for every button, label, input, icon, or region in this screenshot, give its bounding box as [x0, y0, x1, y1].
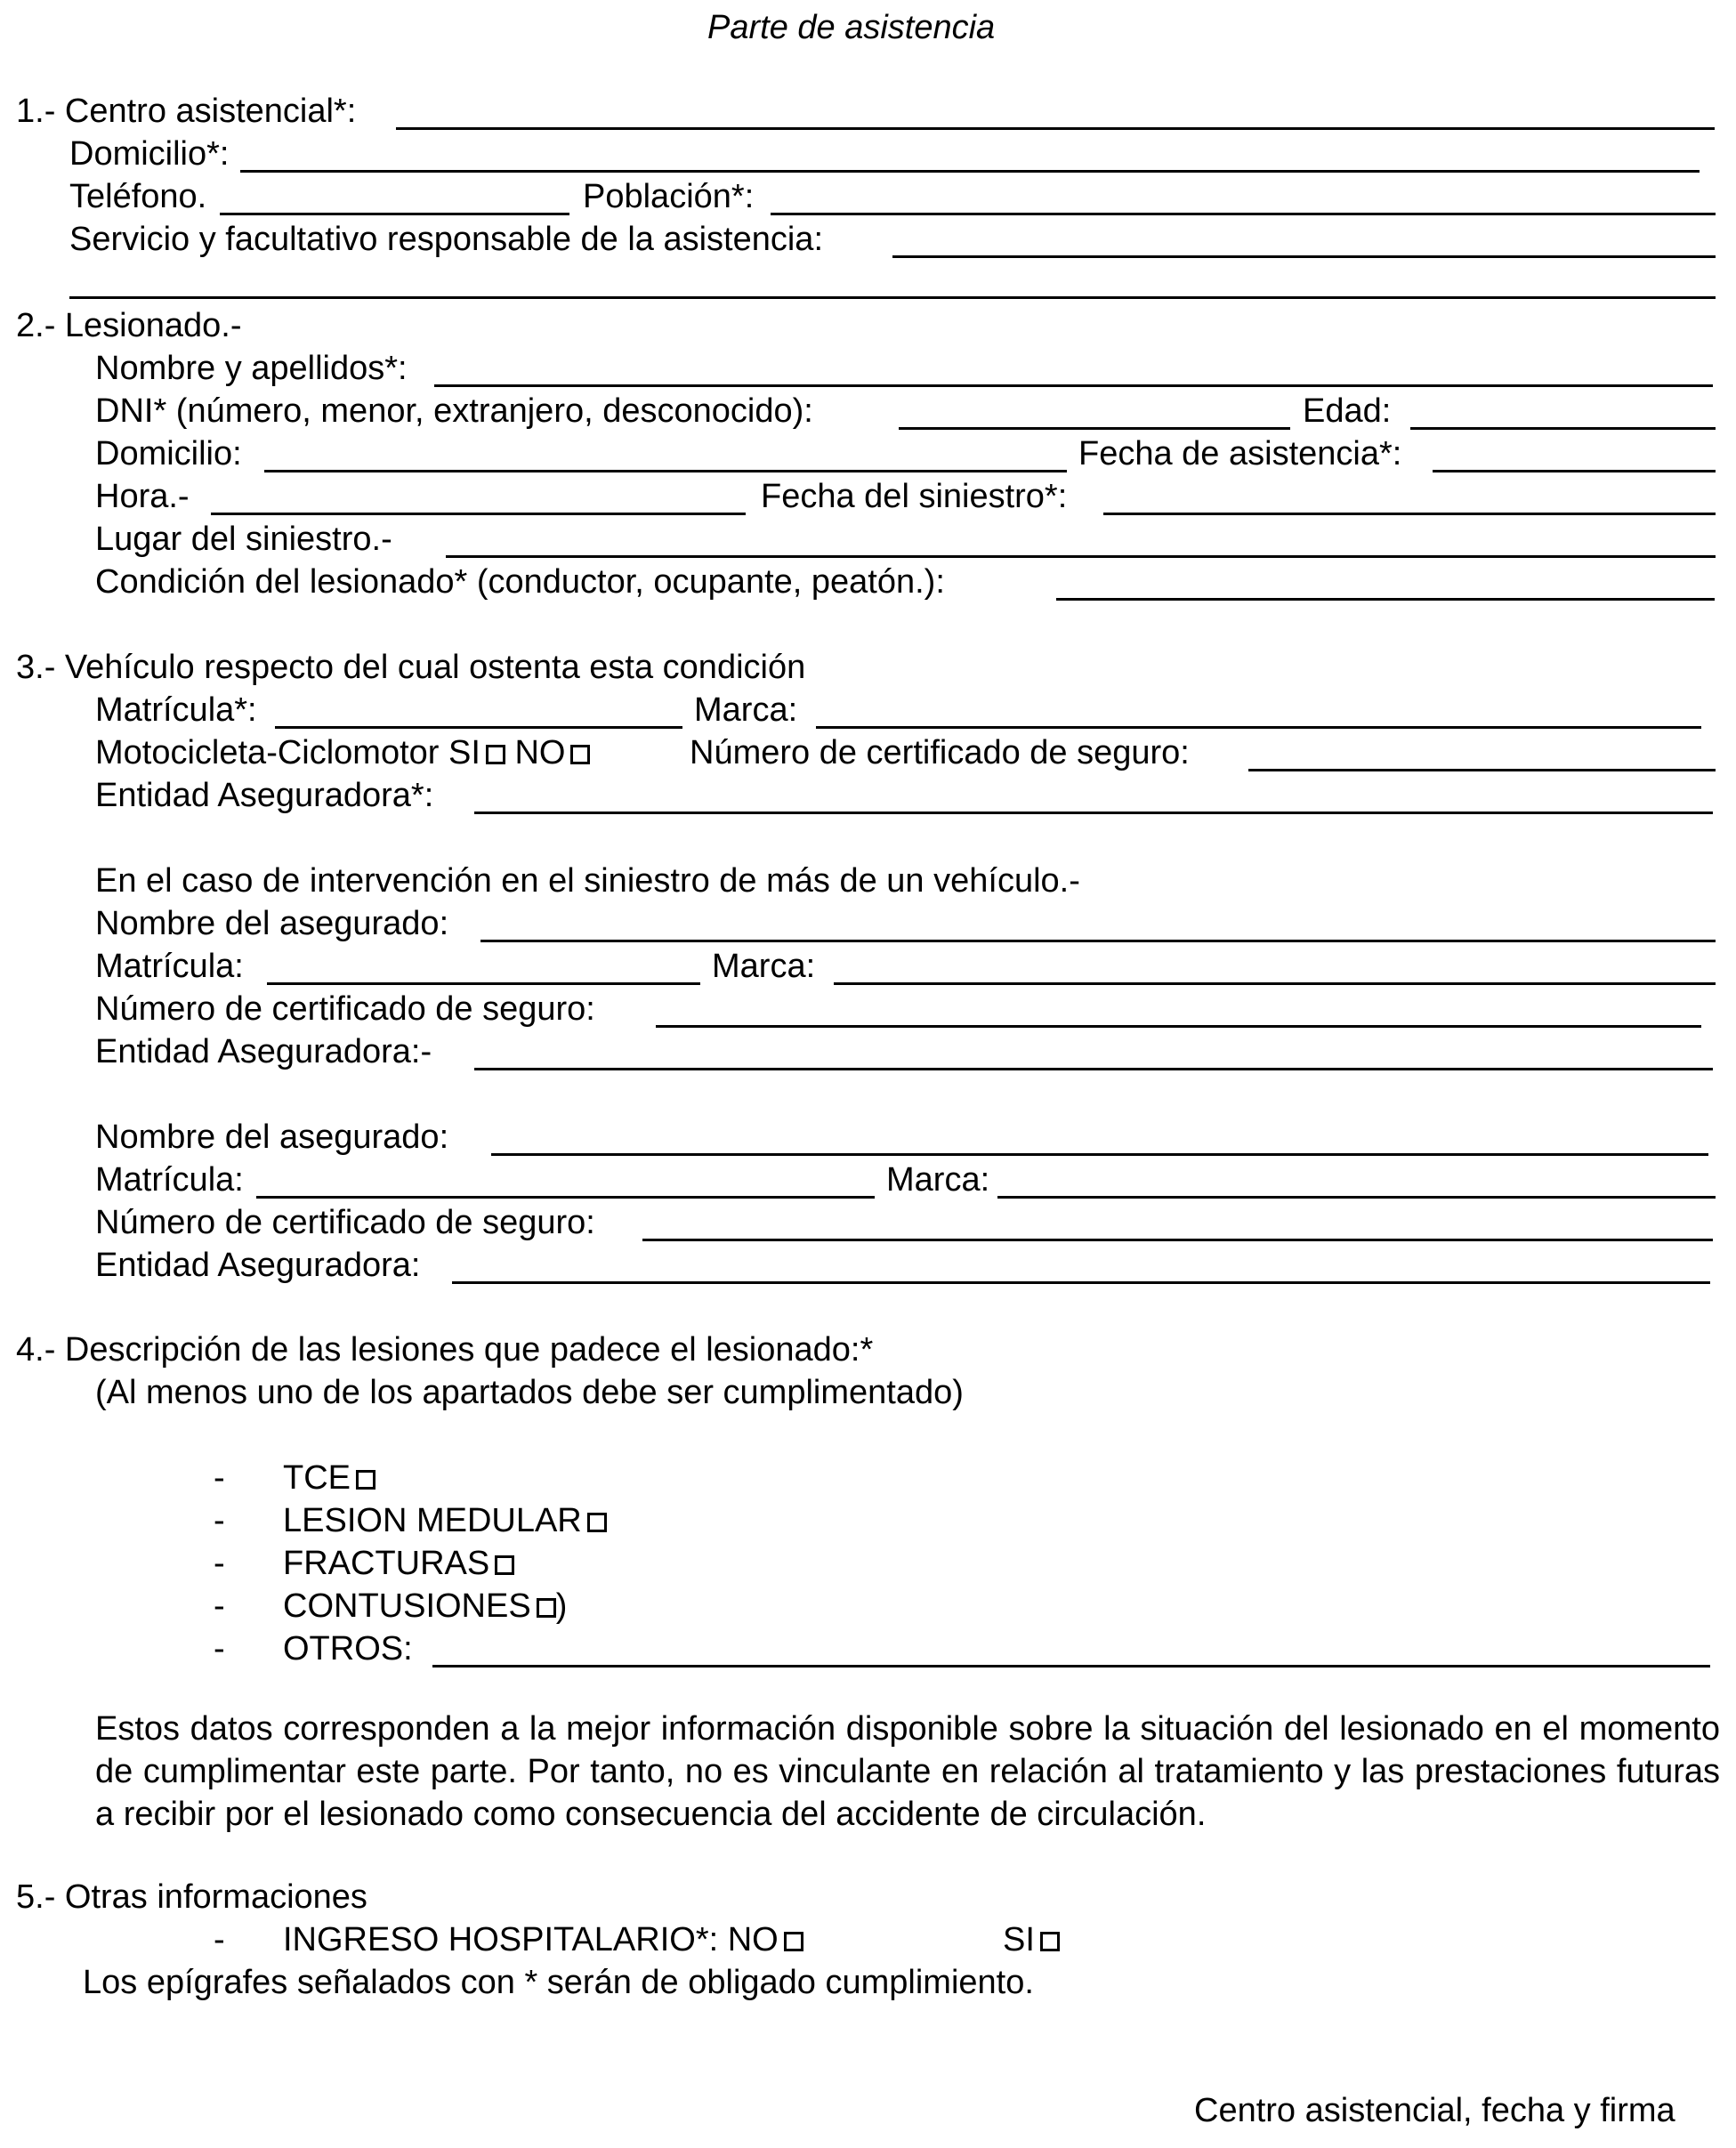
section-5-heading: 5.- Otras informaciones	[16, 1878, 367, 1916]
section-3-heading: 3.- Vehículo respecto del cual ostenta esta condición	[16, 649, 806, 686]
fecha-asistencia-field[interactable]	[1433, 470, 1716, 472]
v3-num-cert-label: Número de certificado de seguro:	[95, 1204, 595, 1241]
ingreso-si	[1003, 1919, 1060, 1960]
section-4-note: (Al menos uno de los apartados debe ser cumplimentado)	[95, 1374, 964, 1411]
dni-label: DNI* (número, menor, extranjero, desconocido):	[95, 392, 813, 430]
otros-field[interactable]	[432, 1665, 1710, 1668]
page-title: Parte de asistencia	[707, 9, 996, 46]
moto-si-checkbox[interactable]	[486, 745, 505, 764]
ingreso-si-label: SI	[1003, 1921, 1035, 1958]
lugar-label: Lugar del siniestro.-	[95, 521, 392, 558]
ingreso-row	[283, 1919, 803, 1960]
telefono-field[interactable]	[220, 213, 569, 215]
v2-nombre-field[interactable]	[480, 940, 1716, 942]
poblacion-label: Población*:	[583, 178, 755, 215]
v3-matricula-field[interactable]	[256, 1196, 875, 1199]
centro-asistencial-field[interactable]	[396, 127, 1715, 130]
multi-vehicle-note: En el caso de intervención en el siniestro de más de un vehículo.-	[95, 862, 1080, 900]
domicilio-field[interactable]	[240, 170, 1700, 173]
signature-caption: Centro asistencial, fecha y firma	[1194, 2092, 1675, 2129]
hora-label: Hora.-	[95, 478, 190, 515]
ingreso-dash: -	[214, 1921, 225, 1958]
lesion-medular-checkbox[interactable]	[587, 1513, 607, 1532]
motocicleta-row	[95, 732, 590, 773]
section-1-heading: 1.- Centro asistencial*:	[16, 93, 357, 130]
lesion-item-fracturas-dash: -	[214, 1545, 225, 1582]
matricula-field[interactable]	[275, 726, 682, 729]
telefono-label: Teléfono.	[69, 178, 207, 215]
v2-num-cert-field[interactable]	[656, 1025, 1701, 1028]
v3-num-cert-field[interactable]	[642, 1239, 1713, 1241]
fecha-asistencia-label: Fecha de asistencia*:	[1078, 435, 1402, 472]
lesion-item-contusiones-dash: -	[214, 1587, 225, 1625]
entidad-field[interactable]	[474, 812, 1713, 814]
marca-label: Marca:	[694, 691, 798, 729]
motocicleta-label: Motocicleta-Ciclomotor SI	[95, 734, 480, 771]
contusiones-paren: )	[555, 1587, 568, 1625]
domicilio-lesionado-label: Domicilio:	[95, 435, 242, 472]
edad-label: Edad:	[1303, 392, 1392, 430]
nombre-label: Nombre y apellidos*:	[95, 350, 408, 387]
v3-nombre-label: Nombre del asegurado:	[95, 1118, 449, 1156]
num-cert-field[interactable]	[1248, 769, 1716, 771]
contusiones-label: CONTUSIONES	[283, 1587, 531, 1625]
lesion-item-tce	[283, 1458, 375, 1498]
lugar-field[interactable]	[446, 555, 1716, 558]
ingreso-no-checkbox[interactable]	[784, 1932, 803, 1951]
hora-field[interactable]	[211, 513, 746, 515]
marca-field[interactable]	[816, 726, 1701, 729]
v2-num-cert-label: Número de certificado de seguro:	[95, 990, 595, 1028]
section-4-heading: 4.- Descripción de las lesiones que padece el lesionado:*	[16, 1331, 874, 1369]
dni-field[interactable]	[899, 427, 1290, 430]
otros-label: OTROS:	[283, 1630, 413, 1668]
poblacion-field[interactable]	[771, 213, 1716, 215]
lesion-item-contusiones	[283, 1586, 567, 1627]
v2-matricula-label: Matrícula:	[95, 948, 244, 985]
contusiones-checkbox[interactable]	[537, 1598, 556, 1618]
fecha-siniestro-label: Fecha del siniestro*:	[761, 478, 1068, 515]
ingreso-si-checkbox[interactable]	[1040, 1932, 1060, 1951]
lesion-item-tce-dash: -	[214, 1459, 225, 1497]
domicilio-lesionado-field[interactable]	[264, 470, 1067, 472]
lesion-item-otros-dash: -	[214, 1630, 225, 1668]
v2-marca-label: Marca:	[712, 948, 816, 985]
fecha-siniestro-field[interactable]	[1103, 513, 1716, 515]
servicio-label: Servicio y facultativo responsable de la asistencia:	[69, 221, 824, 258]
entidad-label: Entidad Aseguradora*:	[95, 777, 434, 814]
v2-matricula-field[interactable]	[267, 982, 700, 985]
servicio-field-continuation[interactable]	[69, 296, 1716, 299]
v2-nombre-label: Nombre del asegurado:	[95, 905, 449, 942]
nombre-field[interactable]	[434, 384, 1713, 387]
fracturas-label: FRACTURAS	[283, 1545, 490, 1582]
domicilio-label: Domicilio*:	[69, 135, 230, 173]
v3-marca-field[interactable]	[997, 1196, 1716, 1199]
v3-matricula-label: Matrícula:	[95, 1161, 244, 1199]
tce-label: TCE	[283, 1459, 351, 1497]
lesion-item-medular-dash: -	[214, 1502, 225, 1539]
v3-marca-label: Marca:	[886, 1161, 990, 1199]
moto-no-label: NO	[514, 734, 566, 771]
v3-entidad-field[interactable]	[452, 1281, 1710, 1284]
condicion-label: Condición del lesionado* (conductor, ocupante, peatón.):	[95, 563, 945, 601]
lesion-medular-label: LESION MEDULAR	[283, 1502, 582, 1539]
edad-field[interactable]	[1410, 427, 1716, 430]
section-2-heading: 2.- Lesionado.-	[16, 307, 242, 344]
v2-entidad-label: Entidad Aseguradora:-	[95, 1033, 432, 1070]
v2-entidad-field[interactable]	[474, 1068, 1713, 1070]
ingreso-no-label: INGRESO HOSPITALARIO*: NO	[283, 1921, 779, 1958]
fracturas-checkbox[interactable]	[495, 1555, 514, 1575]
mandatory-note: Los epígrafes señalados con * serán de obligado cumplimiento.	[83, 1964, 1034, 2001]
condicion-field[interactable]	[1056, 598, 1715, 601]
moto-no-checkbox[interactable]	[570, 745, 590, 764]
lesion-item-fracturas	[283, 1543, 514, 1584]
disclaimer-paragraph: Estos datos corresponden a la mejor información disponible sobre la situación del lesionado en el momento de cumplimentar este parte. Por tanto, no es vinculante en relación al tratamiento y las prestaciones futuras a recibir por el lesionado como consecuencia del accidente de circulación.	[95, 1710, 1720, 1833]
v3-entidad-label: Entidad Aseguradora:	[95, 1247, 421, 1284]
servicio-field[interactable]	[892, 255, 1716, 258]
tce-checkbox[interactable]	[356, 1470, 375, 1490]
v3-nombre-field[interactable]	[491, 1153, 1708, 1156]
v2-marca-field[interactable]	[834, 982, 1716, 985]
lesion-item-medular	[283, 1500, 607, 1541]
matricula-label: Matrícula*:	[95, 691, 257, 729]
num-cert-label: Número de certificado de seguro:	[690, 734, 1190, 771]
